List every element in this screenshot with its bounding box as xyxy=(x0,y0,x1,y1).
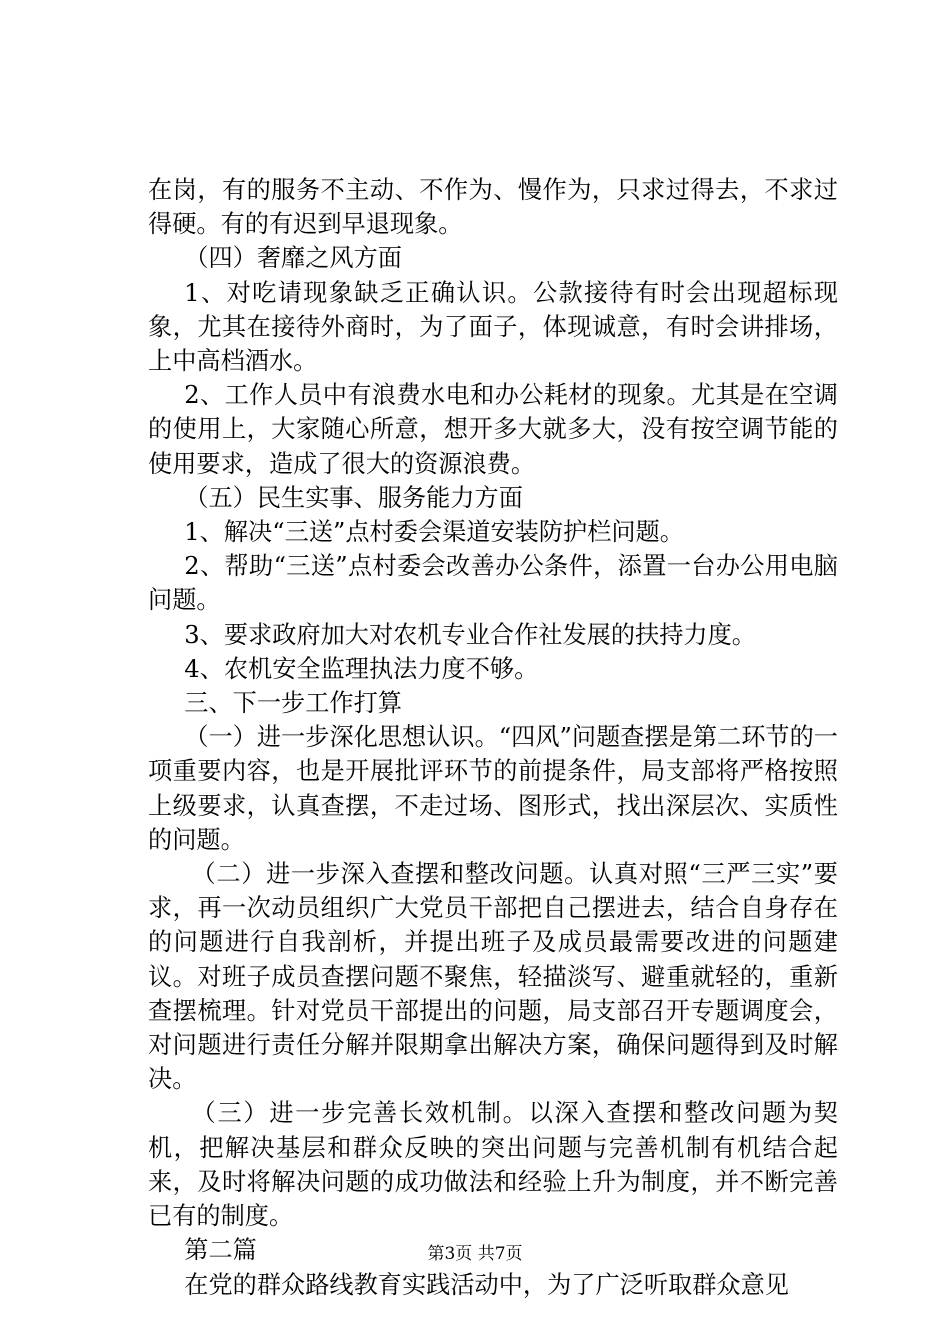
section-heading-3: 三、下一步工作打算 xyxy=(184,689,402,718)
page-footer: 第3页 共7页 xyxy=(427,1244,523,1264)
plan-item-1: （一）进一步深化思想认识。“四风”问题查摆是第二环节的一项重要内容，也是开展批评环节的前提条件，局支部将严格按照上级要求，认真查摆，不走过场、图形式，找出深层次、实质性的问题。 xyxy=(148,723,838,854)
paragraph-2: 1、对吃请现象缺乏正确认识。公款接待有时会出现超标现象，尤其在接待外商时，为了面子，体现诚意，有时会讲排场，上中高档酒水。 xyxy=(148,278,838,376)
list-item-1: 1、解决“三送”点村委会渠道安装防护栏问题。 xyxy=(184,518,684,547)
list-item-2: 2、帮助“三送”点村委会改善办公条件，添置一台办公用电脑问题。 xyxy=(148,552,838,615)
plan-item-3: （三）进一步完善长效机制。以深入查摆和整改问题为契机，把解决基层和群众反映的突出问题与完善机制有机结合起来，及时将解决问题的成功做法和经验上升为制度，并不断完善已有的制度。 xyxy=(148,1099,838,1231)
paragraph-1: 在岗，有的服务不主动、不作为、慢作为，只求过得去，不求过得硬。有的有迟到早退现象。 xyxy=(148,176,838,239)
paragraph-3: 2、工作人员中有浪费水电和办公耗材的现象。尤其是在空调的使用上，大家随心所意，想开多大就多大，没有按空调节能的使用要求，造成了很大的资源浪费。 xyxy=(148,381,838,478)
list-item-4: 4、农机安全监理执法力度不够。 xyxy=(184,654,539,683)
document-body xyxy=(148,173,838,1302)
section-heading-5: （五）民生实事、服务能力方面 xyxy=(184,483,523,512)
list-item-3: 3、要求政府加大对农机专业合作社发展的扶持力度。 xyxy=(184,620,756,649)
chapter-heading: 第二篇 xyxy=(184,1236,257,1265)
section-heading-4: （四）奢靡之风方面 xyxy=(184,244,402,273)
paragraph-last: 在党的群众路线教育实践活动中，为了广泛听取群众意见 xyxy=(184,1270,789,1299)
plan-item-2: （二）进一步深入查摆和整改问题。认真对照“三严三实”要求，再一次动员组织广大党员干部把自己摆进去，结合自身存在的问题进行自我剖析，并提出班子及成员最需要改进的问题建议。对班子成员查摆问题不聚焦，轻描淡写、避重就轻的，重新查摆梳理。针对党员干部提出的问题，局支部召开专题调度会，对问题进行责任分解并限期拿出解决方案，确保问题得到及时解决。 xyxy=(148,860,838,1094)
